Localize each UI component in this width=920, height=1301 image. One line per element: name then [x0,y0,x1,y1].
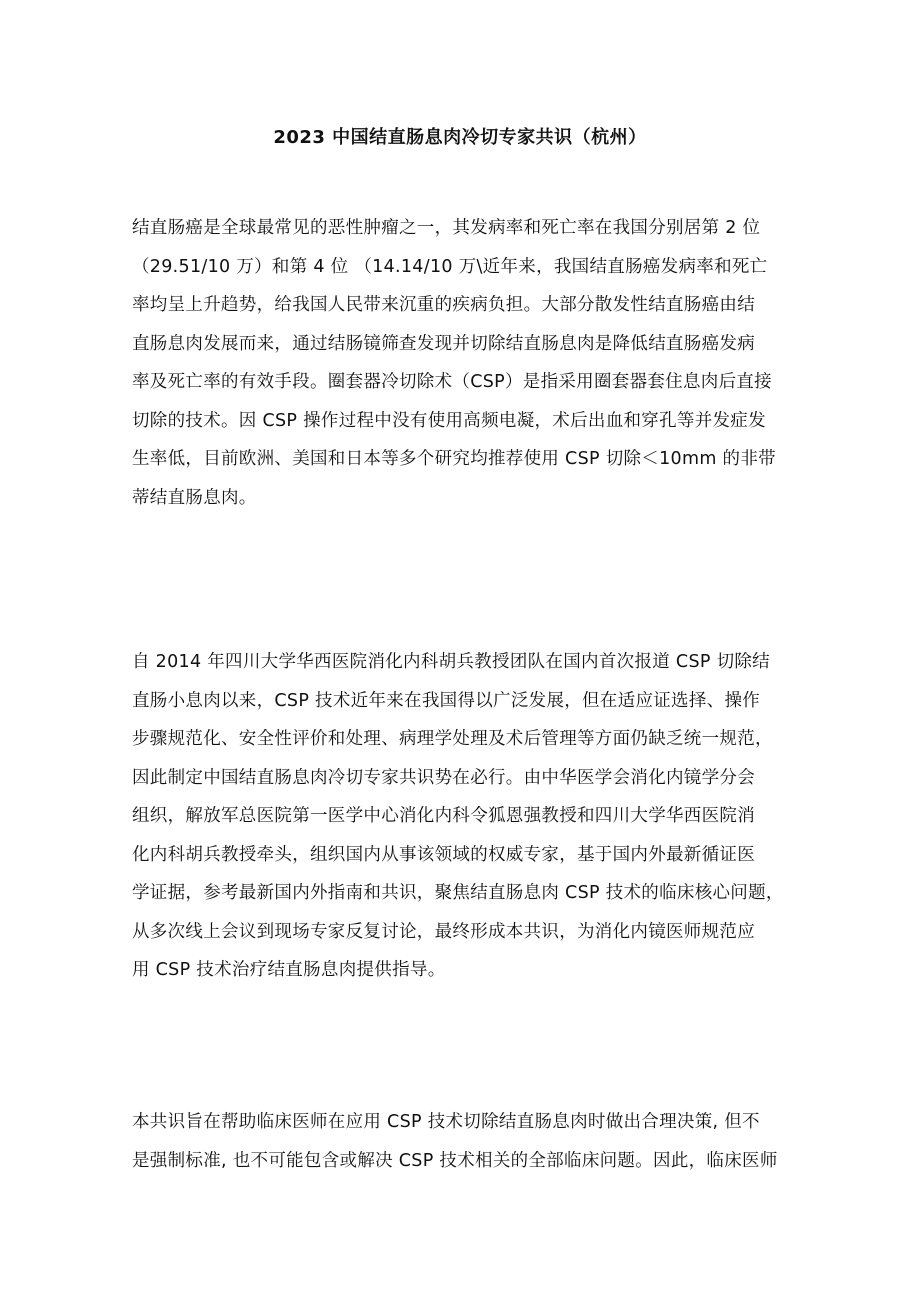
paragraph-background [132,643,802,990]
paragraph-purpose [132,1103,802,1180]
paragraph-line: 自 2014 年四川大学华西医院消化内科胡兵教授团队在国内首次报道 CSP 切除结 [132,652,770,672]
paragraph-line: 直肠小息肉以来，CSP 技术近年来在我国得以广泛发展，但在适应证选择、操作 [132,690,761,711]
paragraph-line: 化内科胡兵教授牵头，组织国内从事该领域的权威专家，基于国内外最新循证医 [132,844,755,865]
paragraph-line: 直肠息肉发展而来，通过结肠镜筛查发现并切除结直肠息肉是降低结直肠癌发病 [132,333,755,354]
paragraph-line: 率及死亡率的有效手段。圈套器冷切除术（CSP）是指采用圈套器套住息肉后直接 [132,372,772,392]
paragraph-line: 结直肠癌是全球最常见的恶性肿瘤之一，其发病率和死亡率在我国分别居第 2 位 [132,218,761,238]
paragraph-line: 率均呈上升趋势，给我国人民带来沉重的疾病负担。大部分散发性结直肠癌由结 [132,295,755,315]
paragraph-intro [132,209,802,517]
paragraph-line: 从多次线上会议到现场专家反复讨论，最终形成本共识，为消化内镜医师规范应 [132,921,755,942]
paragraph-line: 本共识旨在帮助临床医师在应用 CSP 技术切除结直肠息肉时做出合理决策, 但不 [132,1112,760,1132]
paragraph-line: 用 CSP 技术治疗结直肠息肉提供指导。 [132,960,446,980]
paragraph-line: 因此制定中国结直肠息肉冷切专家共识势在必行。由中华医学会消化内镜学分会 [132,767,755,788]
paragraph-line: 学证据，参考最新国内外指南和共识，聚焦结直肠息肉 CSP 技术的临床核心问题， [132,883,784,903]
paragraph-line: 生率低，目前欧洲、美国和日本等多个研究均推荐使用 CSP 切除＜10mm 的非带 [132,449,776,469]
paragraph-line: 切除的技术。因 CSP 操作过程中没有使用高频电凝，术后出血和穿孔等并发症发 [132,410,766,431]
paragraph-line: 组织，解放军总医院第一医学中心消化内科令狐恩强教授和四川大学华西医院消 [132,806,755,826]
paragraph-line: 步骤规范化、安全性评价和处理、病理学处理及术后管理等方面仍缺乏统一规范， [132,729,773,749]
paragraph-line: （29.51/10 万）和第 4 位 （14.14/10 万\近年来，我国结直肠癌发病率和死亡 [132,256,768,277]
paragraph-line: 蒂结直肠息肉。 [132,487,257,508]
paragraph-line: 是强制标准, 也不可能包含或解决 CSP 技术相关的全部临床问题。因此，临床医师 [132,1150,778,1171]
document-title: 2023 中国结直肠息肉冷切专家共识（杭州） [273,127,647,148]
